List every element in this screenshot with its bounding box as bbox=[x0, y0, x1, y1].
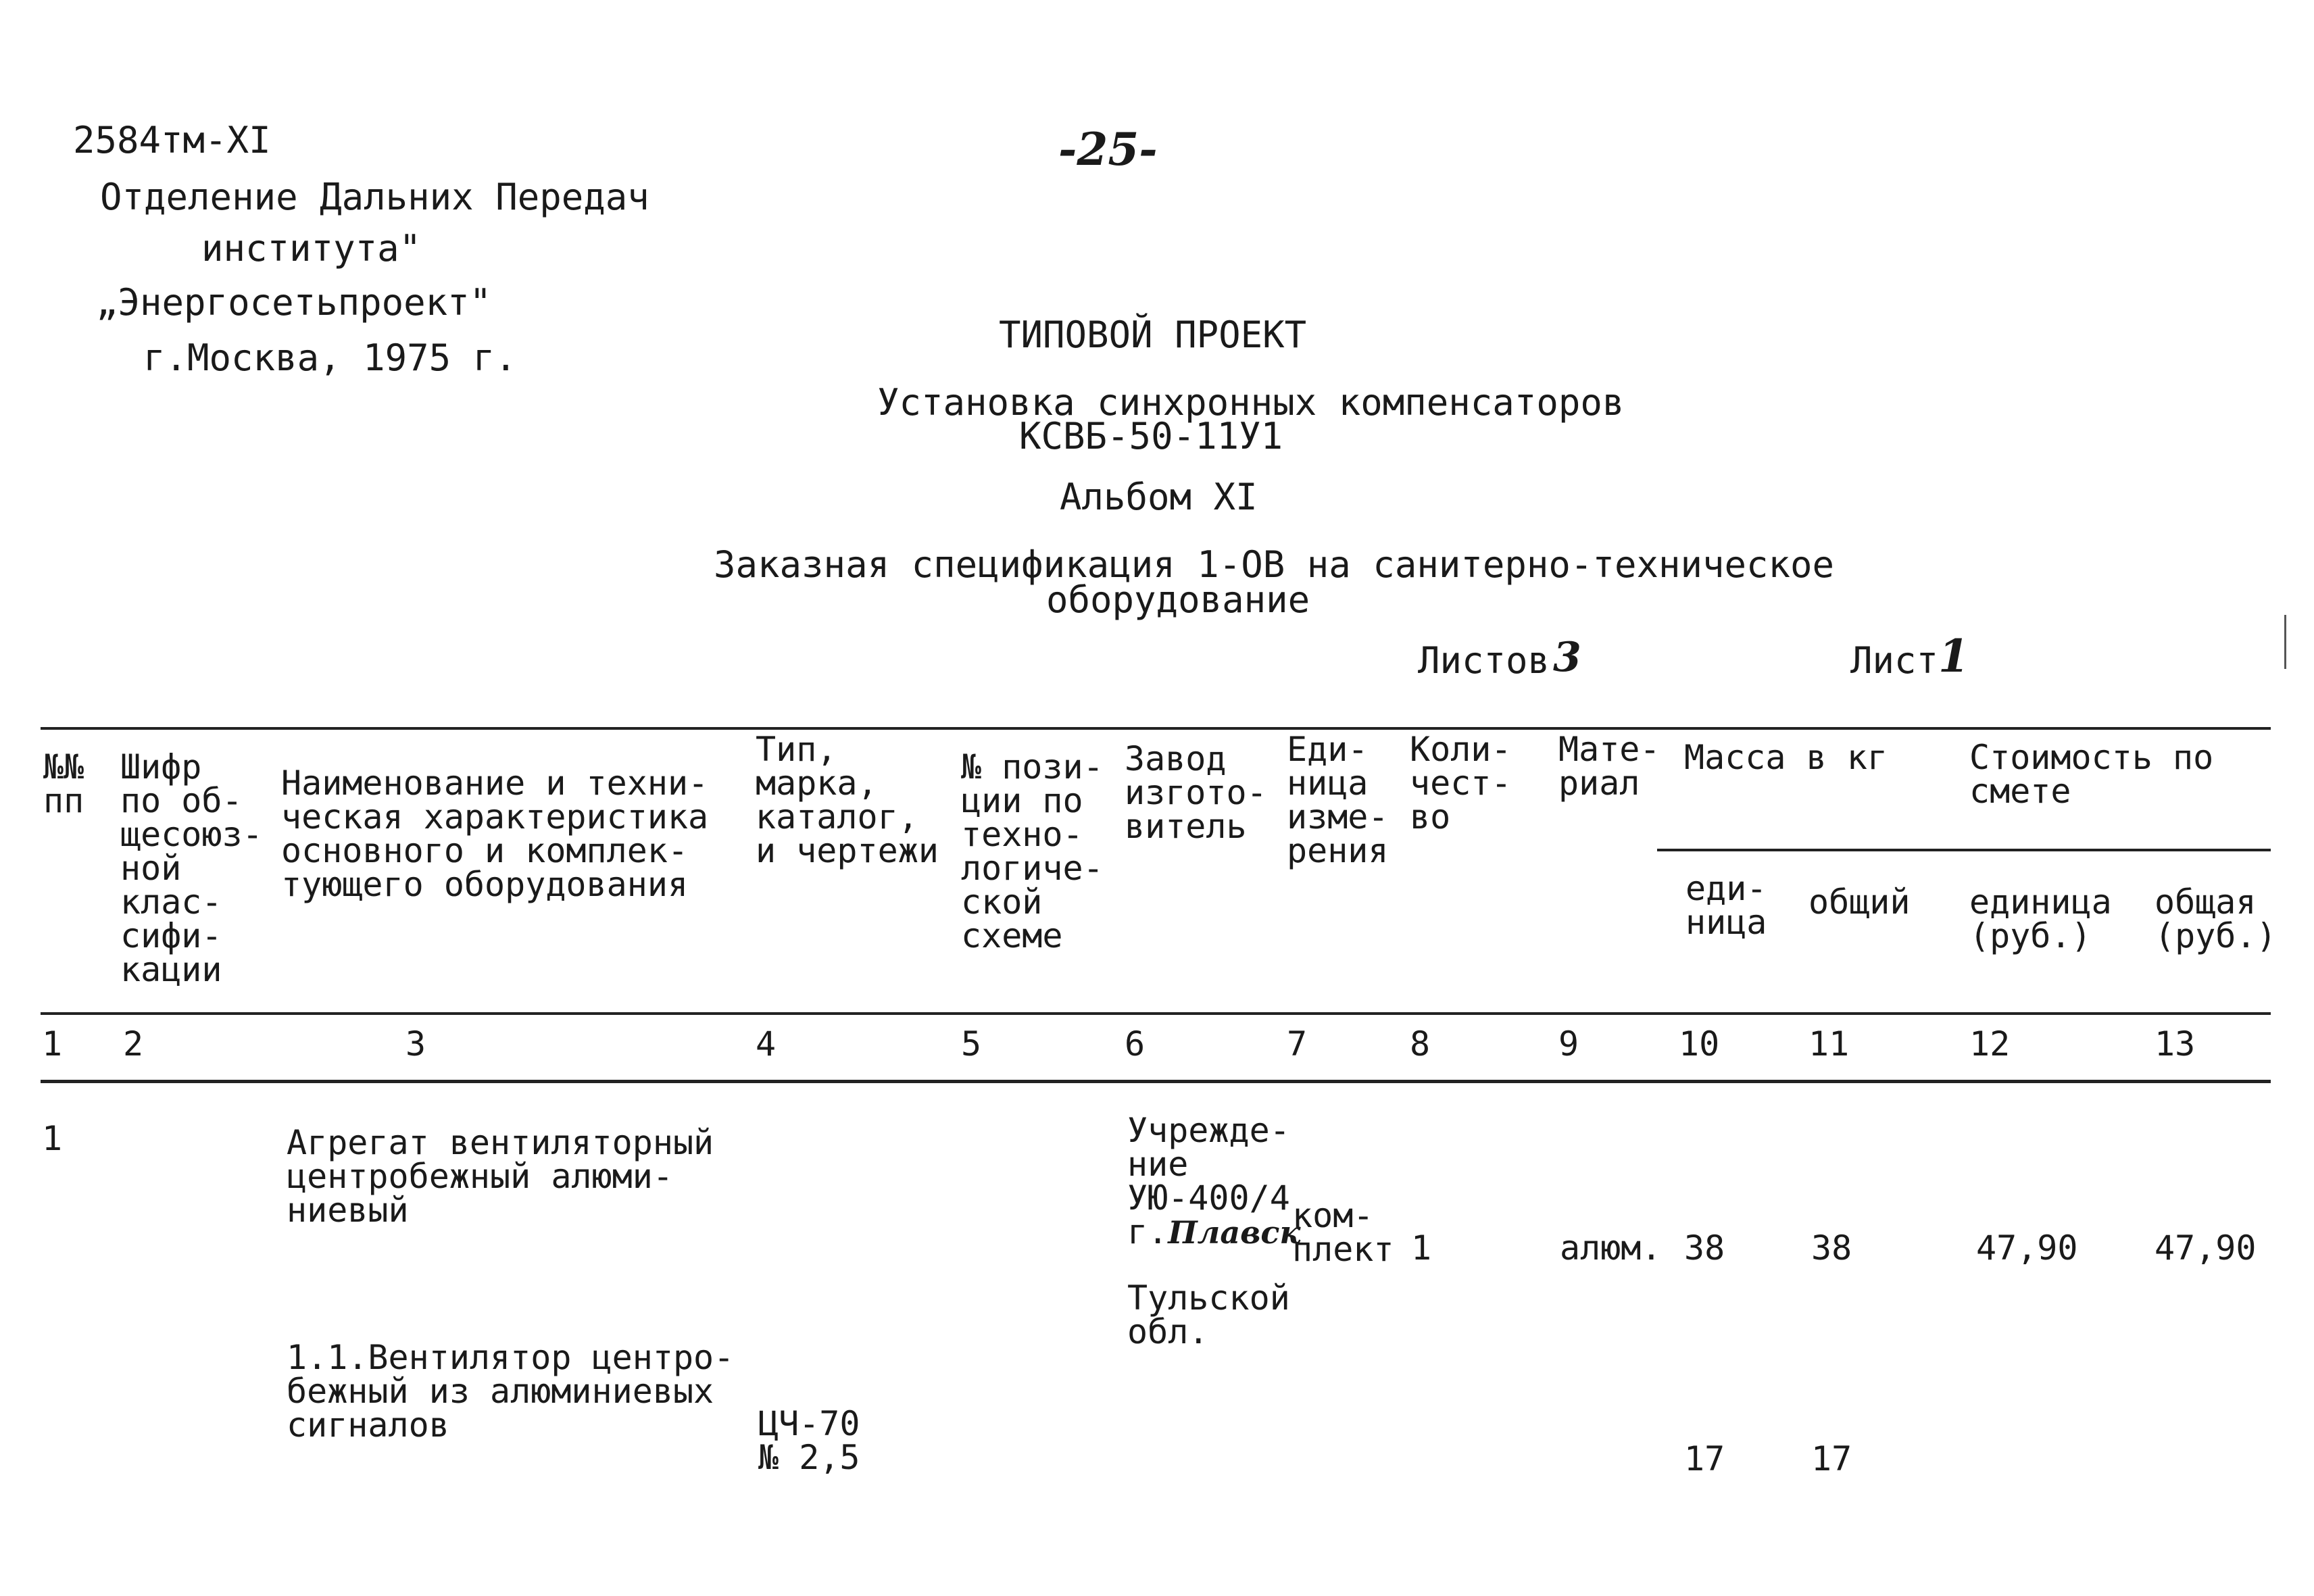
numbers-bottom-rule bbox=[41, 1080, 2271, 1083]
mass-cost-subrule bbox=[1657, 849, 2271, 851]
row-1-mass-total: 38 bbox=[1811, 1228, 1852, 1268]
header-unit-of-measure: Еди- ница изме- рения bbox=[1287, 730, 1389, 870]
spec-title-cont: оборудование bbox=[1046, 578, 1310, 621]
sheets-total-label: Листов bbox=[1418, 639, 1550, 682]
row-1-cost-total: 47,90 bbox=[2155, 1228, 2257, 1268]
row-1-cost-unit: 47,90 bbox=[1976, 1228, 2078, 1268]
org-name: „Энергосетьпроект" bbox=[96, 281, 492, 324]
org-institute: института" bbox=[201, 227, 422, 270]
project-subject: Установка синхронных компенсаторов bbox=[877, 381, 1625, 424]
page-number: -25- bbox=[1058, 123, 1158, 176]
column-number: 8 bbox=[1410, 1024, 1431, 1064]
header-manufacturer: Завод изгото- витель bbox=[1125, 739, 1267, 846]
header-cost-unit: единица (руб.) bbox=[1969, 882, 2112, 955]
header-mass-total: общий bbox=[1808, 882, 1911, 922]
header-row-number: №№ пп bbox=[43, 747, 84, 820]
header-mass-unit: еди- ница bbox=[1685, 869, 1767, 942]
right-edge-tick bbox=[2284, 615, 2286, 669]
column-number: 10 bbox=[1679, 1024, 1720, 1064]
spec-title: Заказная спецификация 1-ОВ на санитерно-техническое bbox=[714, 543, 1835, 586]
org-city-year: г.Москва, 1975 г. bbox=[143, 336, 517, 379]
row-1-material: алюм. bbox=[1560, 1228, 1662, 1268]
header-cost: Стоимость по смете bbox=[1969, 738, 2214, 811]
header-position-number: № пози- ции по техно- логиче- ской схеме bbox=[961, 747, 1104, 955]
city-handwritten: Плавск bbox=[1168, 1214, 1301, 1251]
column-number: 13 bbox=[2155, 1024, 2196, 1064]
column-number: 3 bbox=[405, 1024, 426, 1064]
sheets-total-value: 3 bbox=[1553, 634, 1581, 681]
column-number: 1 bbox=[42, 1024, 63, 1064]
column-number: 9 bbox=[1558, 1024, 1579, 1064]
project-type: ТИПОВОЙ ПРОЕКТ bbox=[999, 314, 1307, 356]
header-type-brand: Тип, марка, каталог, и чертежи bbox=[756, 730, 939, 870]
header-bottom-rule bbox=[41, 1012, 2271, 1015]
sheet-number-label: Лист bbox=[1850, 639, 1939, 682]
column-number: 5 bbox=[961, 1024, 982, 1064]
column-number: 12 bbox=[1969, 1024, 2011, 1064]
column-number: 7 bbox=[1287, 1024, 1308, 1064]
header-mass: Масса в кг bbox=[1684, 738, 1888, 777]
row-1-1-mass-unit: 17 bbox=[1684, 1439, 1725, 1478]
column-number: 6 bbox=[1125, 1024, 1146, 1064]
row-1-mass-unit: 38 bbox=[1684, 1228, 1725, 1268]
header-quantity: Коли- чест- во bbox=[1410, 730, 1512, 837]
column-number: 11 bbox=[1808, 1024, 1850, 1064]
row-1-manufacturer-city bbox=[1127, 1212, 1301, 1251]
row-1-unit: ком- плект bbox=[1292, 1196, 1394, 1269]
column-number: 2 bbox=[123, 1024, 144, 1064]
row-1-name: Агрегат вентиляторный центробежный алюми- ниевый bbox=[287, 1123, 714, 1230]
header-material: Мате- риал bbox=[1558, 730, 1660, 803]
row-1-number: 1 bbox=[42, 1119, 63, 1158]
project-model: КСВБ-50-11У1 bbox=[1019, 415, 1283, 457]
row-1-1-type: ЦЧ-70 № 2,5 bbox=[758, 1404, 860, 1477]
header-cost-total: общая (руб.) bbox=[2155, 882, 2277, 955]
column-number: 4 bbox=[756, 1024, 777, 1064]
table-top-rule bbox=[41, 727, 2271, 730]
city-prefix: г. bbox=[1127, 1212, 1168, 1251]
org-department: Отделение Дальних Передач bbox=[100, 176, 649, 218]
album-number: Альбом XI bbox=[1060, 476, 1258, 518]
header-classifier-code: Шифр по об- щесоюз- ной клас- сифи- кации bbox=[120, 747, 263, 989]
row-1-manufacturer: Учрежде- ние УЮ-400/4 bbox=[1127, 1111, 1290, 1218]
document-code: 2584тм-XI bbox=[73, 119, 271, 161]
sheet-number-value: 1 bbox=[1938, 630, 1969, 682]
row-1-quantity: 1 bbox=[1411, 1228, 1432, 1268]
row-1-1-mass-total: 17 bbox=[1811, 1439, 1852, 1478]
header-name-description: Наименование и техни- ческая характеристика основного и комплек- тующего оборудования bbox=[281, 764, 709, 904]
row-1-1-name: 1.1.Вентилятор центро- бежный из алюминиевых сигналов bbox=[287, 1338, 735, 1445]
row-1-manufacturer-region: Тульской обл. bbox=[1127, 1278, 1290, 1351]
